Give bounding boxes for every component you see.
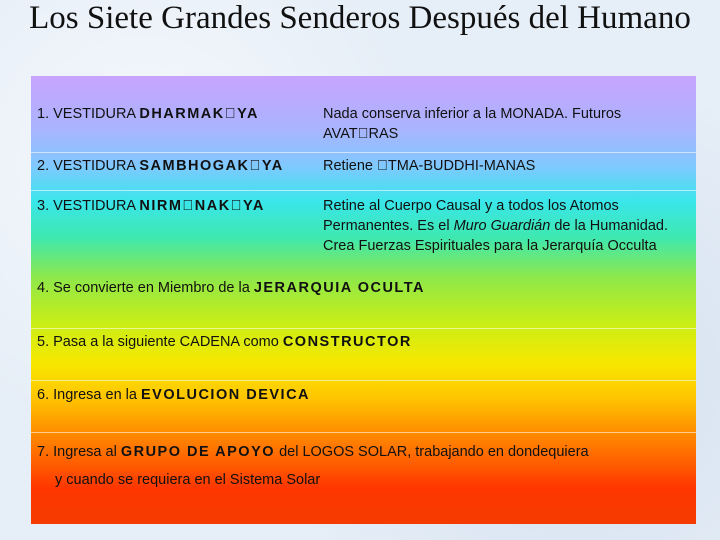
table-row — [31, 190, 696, 271]
row-3-right — [323, 196, 688, 256]
table-row — [31, 328, 696, 381]
row-7-bold: GRUPO DE APOYO — [120, 444, 276, 460]
row-6-text — [37, 385, 687, 405]
table-row — [31, 380, 696, 433]
row-5-text — [37, 332, 687, 352]
row-2-bold: SAMBHOGAK YA — [139, 158, 284, 174]
row-1-right: Nada conserva inferior a la MONADA. Futuros AVAT RAS — [323, 106, 622, 142]
row-6-bold: EVOLUCION DEVICA — [141, 387, 311, 403]
row-4-prefix: 4. Se convierte en Miembro de la — [37, 280, 254, 296]
row-3-prefix: 3. VESTIDURA — [37, 198, 140, 214]
row-2-left — [37, 156, 322, 176]
row-3-bold: NIRM NAK YA — [139, 198, 265, 214]
table-row — [31, 432, 696, 525]
table-row — [31, 76, 696, 152]
paths-table — [31, 76, 696, 524]
row-5-prefix: 5. Pasa a la siguiente CADENA como — [37, 334, 283, 350]
row-7-suffix: del LOGOS SOLAR, trabajando en dondequiera — [275, 444, 589, 460]
row-3-right-b: de la Humanidad. Crea Fuerzas Espirituales para la Jerarquía Occulta — [323, 218, 668, 254]
row-2-prefix: 2. VESTIDURA — [37, 158, 140, 174]
row-4-bold: JERARQUIA OCULTA — [253, 280, 425, 296]
row-1-left — [37, 104, 322, 124]
row-3-right-italic: Muro Guardián — [453, 218, 551, 234]
row-3-left — [37, 196, 322, 216]
row-1-bold: DHARMAK YA — [139, 106, 259, 122]
row-6-prefix: 6. Ingresa en la — [37, 387, 141, 403]
row-1-prefix: 1. VESTIDURA — [37, 106, 140, 122]
row-5-bold: CONSTRUCTOR — [282, 334, 412, 350]
table-row — [31, 152, 696, 191]
table-row — [31, 270, 696, 328]
row-7-line-1 — [37, 442, 692, 462]
row-3-right-a: Retine al Cuerpo Causal y a todos los Atomos Permanentes. Es el — [323, 198, 619, 234]
row-7-line-2: y cuando se requiera en el Sistema Solar — [55, 472, 321, 488]
row-2-right: Retiene  TMA-BUDDHI-MANAS — [323, 158, 536, 174]
row-7-prefix: 7. Ingresa al — [37, 444, 121, 460]
page-title: Los Siete Grandes Senderos Después del Humano — [29, 0, 691, 36]
row-4-text — [37, 278, 687, 298]
